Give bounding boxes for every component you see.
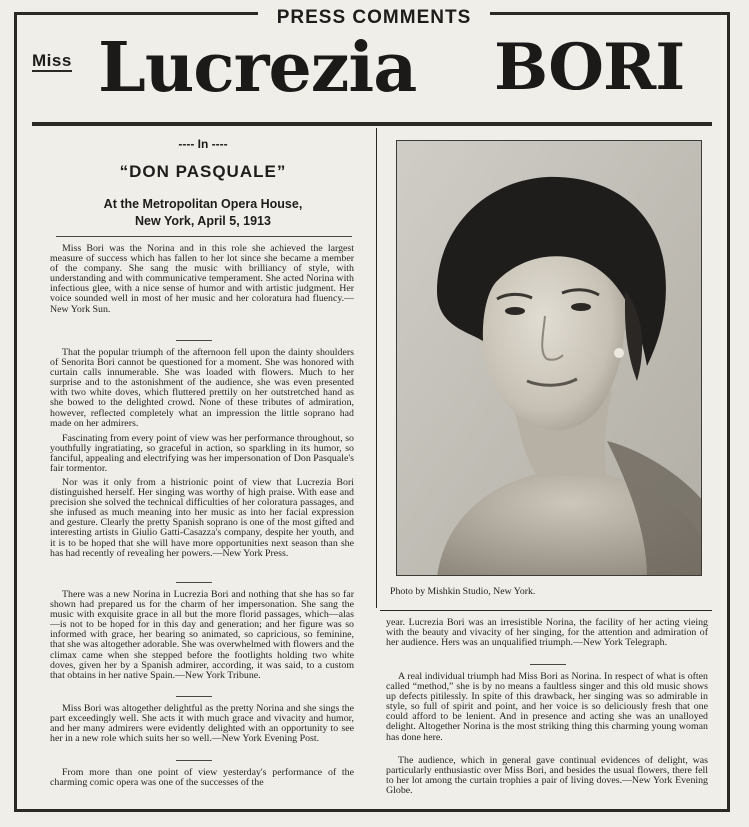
header-rule xyxy=(32,122,712,126)
review-press-part-1: That the popular triumph of the afternoon fell upon the dainty shoulders of Senorita Bori cannot be questioned for a moment. She was honored with curtain calls innumerable. She was loaded with flowers. Much to her surprise and to the astonishment of the audience, she was even presented with two white doves, which fluttered prettily on her outstretched hand as she bowed to the delighted crowd. None of these tributes of admiration, however, reflected completely what an impression the little soprano had made on her admirers. xyxy=(50,348,354,429)
column-divider xyxy=(376,128,377,608)
review-press-part-2: Fascinating from every point of view was her performance throughout, so youthfully ingratiating, so graceful in action, so sparkling in its humor, so fanciful, appealing and electrifying was her impersonation of Don Pasquale's fair tormentor. xyxy=(50,434,354,475)
opera-title: “DON PASQUALE” xyxy=(119,162,287,181)
review-telegraph-end: year. Lucrezia Bori was an irresistible Norina, the facility of her acting vieing with the beauty and vivacity of her singing, for the attention and admiration of her audience. Hers was an unqualified triumph.—New York Telegraph. xyxy=(386,618,708,649)
last-name-heading: BORI xyxy=(494,30,685,105)
portrait-photo xyxy=(396,140,702,576)
review-evening-globe-part-2: The audience, which in general gave continual evidences of delight, was particularly enthusiastic over Miss Bori, and besides the usual flowers, there fell to her lot among the curtain trophies a pair of living doves.—New York Evening Globe. xyxy=(386,756,708,797)
venue-block xyxy=(36,196,370,230)
venue-line-2: New York, April 5, 1913 xyxy=(135,214,271,228)
separator-rule xyxy=(530,664,566,665)
press-comments-heading: PRESS COMMENTS xyxy=(258,4,490,32)
portrait-image xyxy=(397,141,702,576)
separator-rule xyxy=(176,760,212,761)
review-press-part-3: Nor was it only from a histrionic point of view that Lucrezia Bori distinguished herself. Her singing was worthy of high praise. With ease and precision she solved the technical difficulties of her coloratura passages, and she infused as much meaning into her music as into her facial expression and gesture. Clearly the pretty Spanish soprano is one of the most gifted and interesting artists in Giulio Gatti-Casazza's company, despite her youth, and it is to be hoped that she will have more opportunities next season than she has had recently of revealing her powers.—New York Press. xyxy=(50,478,354,559)
review-sun: Miss Bori was the Norina and in this role she achieved the largest measure of success which has fallen to her lot since she became a member of the company. She sang the music with brilliancy of style, with understanding and with communicative temperament. She acted Norina with infectious glee, with a nice sense of humor and with artistic judgment. Her voice sounded well in most of her music and her coloratura had fluency.—New York Sun. xyxy=(50,244,354,315)
review-telegraph-start: From more than one point of view yesterday's performance of the charming comic opera was one of the successes of the xyxy=(50,768,354,789)
separator-rule xyxy=(176,582,212,583)
separator-rule xyxy=(176,696,212,697)
review-evening-post: Miss Bori was altogether delightful as the pretty Norina and she sings the part exceedingly well. She acts it with much grace and vivacity and humor, and her many admirers were evidently delighted with an opportunity to see her in a new role which suits her so well.—New York Evening Post. xyxy=(50,704,354,745)
section-rule xyxy=(56,236,352,237)
first-name-heading: Lucrezia xyxy=(98,28,417,108)
review-evening-globe-part-1: A real individual triumph had Miss Bori as Norina. In respect of what is often called “method,” she is by no means a faultless singer and this old music shows up defects pitilessly. In spite of this drawback, her singing was so admirable in style, so full of spirit and point, and her voice is so deliciously fresh that one could afford to be lenient. And in presence and acting she was an unalloyed delight. Altogether Norina is the most striking thing this charming young woman has done here. xyxy=(386,672,708,743)
review-tribune: There was a new Norina in Lucrezia Bori and nothing that she has so far shown had prepared us for the charm of her impersonation. She sang the music with exquisite grace in all but the more florid passages, which—alas—is not to be hoped for in this day and generation; and her figure was so informed with grace, her bearing so animated, so capricious, so feminine, that she was altogether adorable. She was overwhelmed with flowers and the climax came when she stepped before the footlights holding two white doves, given her by a Spanish admirer, according, it was said, to a custom that obtains in her native Spain.—New York Tribune. xyxy=(50,590,354,681)
miss-label: Miss xyxy=(32,51,72,70)
separator-rule xyxy=(176,340,212,341)
photo-caption: Photo by Mishkin Studio, New York. xyxy=(390,586,536,597)
in-line: ---- In ---- xyxy=(178,137,228,151)
photo-bottom-rule xyxy=(380,610,712,611)
venue-line-1: At the Metropolitan Opera House, xyxy=(103,197,303,211)
